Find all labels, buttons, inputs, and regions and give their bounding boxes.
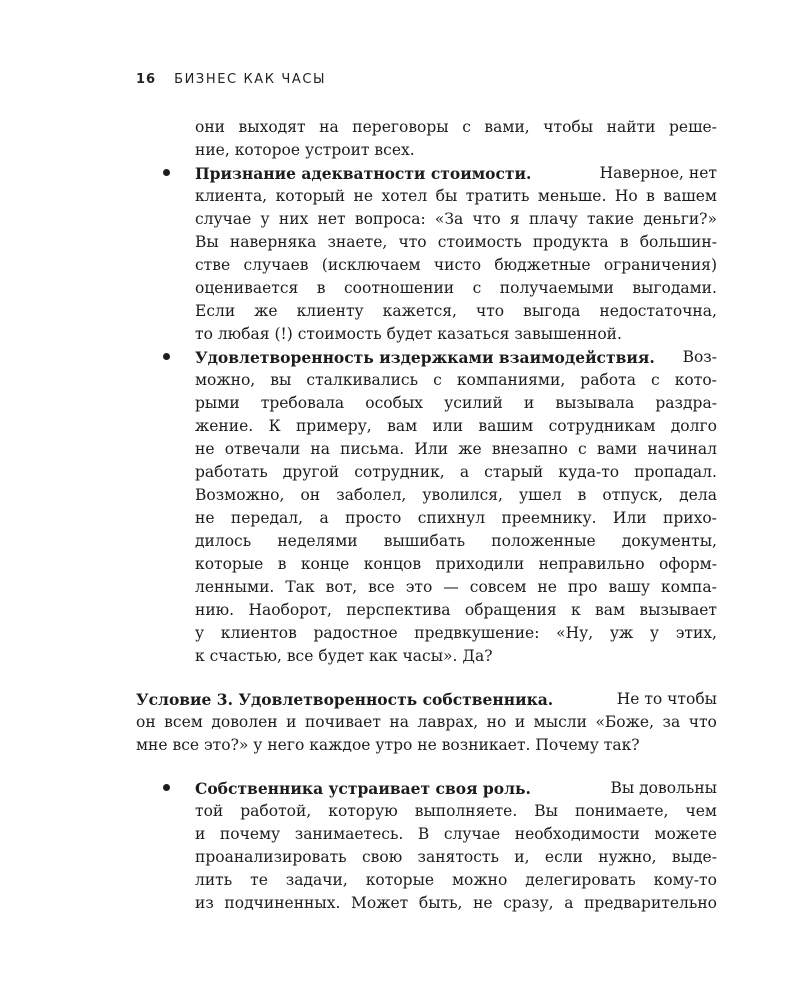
condition3-first-line bbox=[136, 688, 717, 711]
list-item-line: нию. Наоборот, перспектива обращения к вам вызывает bbox=[195, 601, 717, 619]
list-item-line: не передал, а просто спихнул преемнику. Или прихо- bbox=[195, 509, 717, 527]
list-item-line: работать другой сотрудник, а старый куда-то пропадал. bbox=[195, 463, 717, 481]
list-item-line: дилось неделями вышибать положенные документы, bbox=[195, 532, 717, 550]
bullet-icon bbox=[163, 169, 170, 176]
condition3-title: Условие 3. Удовлетворенность собственника. bbox=[136, 690, 554, 709]
list-item-line: случае у них нет вопроса: «За что я плачу такие деньги?» bbox=[195, 210, 717, 228]
list-item-line: Возможно, он заболел, уволился, ушел в отпуск, дела bbox=[195, 486, 717, 504]
list-item-line: не отвечали на письма. Или же внезапно с вами начинал bbox=[195, 440, 717, 458]
list-item-text: Воз- bbox=[682, 348, 717, 366]
list-item-line: у клиентов радостное предвкушение: «Ну, уж у этих, bbox=[195, 624, 717, 642]
list-item-title: Собственника устраивает своя роль. bbox=[195, 779, 531, 798]
list-item-line: стве случаев (исключаем чисто бюджетные ограничения) bbox=[195, 256, 717, 274]
intro-line: они выходят на переговоры с вами, чтобы найти реше- bbox=[195, 118, 717, 136]
paragraph-line: мне все это?» у него каждое утро не возникает. Почему так? bbox=[136, 736, 640, 754]
paragraph-line: он всем доволен и почивает на лаврах, но и мысли «Боже, за что bbox=[136, 713, 717, 731]
list-item-title: Признание адекватности стоимости. bbox=[195, 164, 532, 183]
intro-line: ние, которое устроит всех. bbox=[195, 141, 415, 159]
list-item-line: то любая (!) стоимость будет казаться завышенной. bbox=[195, 325, 622, 343]
list-item-line: проанализировать свою занятость и, если нужно, выде- bbox=[195, 848, 717, 866]
list-item-line: Если же клиенту кажется, что выгода недостаточна, bbox=[195, 302, 717, 320]
list-item-line: из подчиненных. Может быть, не сразу, а предварительно bbox=[195, 894, 717, 912]
list-item-line: Вы наверняка знаете, что стоимость продукта в большин- bbox=[195, 233, 717, 251]
list-item-line: к счастью, все будет как часы». Да? bbox=[195, 647, 493, 665]
list-item-line: рыми требовала особых усилий и вызывала раздра- bbox=[195, 394, 717, 412]
list-item-line: той работой, которую выполняете. Вы понимаете, чем bbox=[195, 802, 717, 820]
list-item-line: лить те задачи, которые можно делегировать кому-то bbox=[195, 871, 717, 889]
book-title: БИЗНЕС КАК ЧАСЫ bbox=[174, 72, 327, 87]
bullet-icon bbox=[163, 784, 170, 791]
list-item-title: Удовлетворенность издержками взаимодействия. bbox=[195, 348, 655, 367]
list-item-line: можно, вы сталкивались с компаниями, работа с кото- bbox=[195, 371, 717, 389]
list-item-line: ленными. Так вот, все это — совсем не про вашу компа- bbox=[195, 578, 717, 596]
list-item-line: и почему занимаетесь. В случае необходимости можете bbox=[195, 825, 717, 843]
list-item-line: оценивается в соотношении с получаемыми выгодами. bbox=[195, 279, 717, 297]
list-item-text: Вы довольны bbox=[610, 779, 717, 797]
bullet-icon bbox=[163, 353, 170, 360]
list-item-line: жение. К примеру, вам или вашим сотрудникам долго bbox=[195, 417, 717, 435]
paragraph-text: Не то чтобы bbox=[616, 690, 717, 708]
list-item-costs-first-line bbox=[195, 346, 717, 369]
list-item-line: которые в конце концов приходили неправильно оформ- bbox=[195, 555, 717, 573]
list-item-price-first-line bbox=[195, 162, 717, 185]
list-item-role-first-line bbox=[195, 777, 717, 800]
running-head bbox=[136, 72, 326, 87]
list-item-line: клиента, который не хотел бы тратить меньше. Но в вашем bbox=[195, 187, 717, 205]
page-number: 16 bbox=[136, 72, 157, 87]
list-item-text: Наверное, нет bbox=[599, 164, 717, 182]
